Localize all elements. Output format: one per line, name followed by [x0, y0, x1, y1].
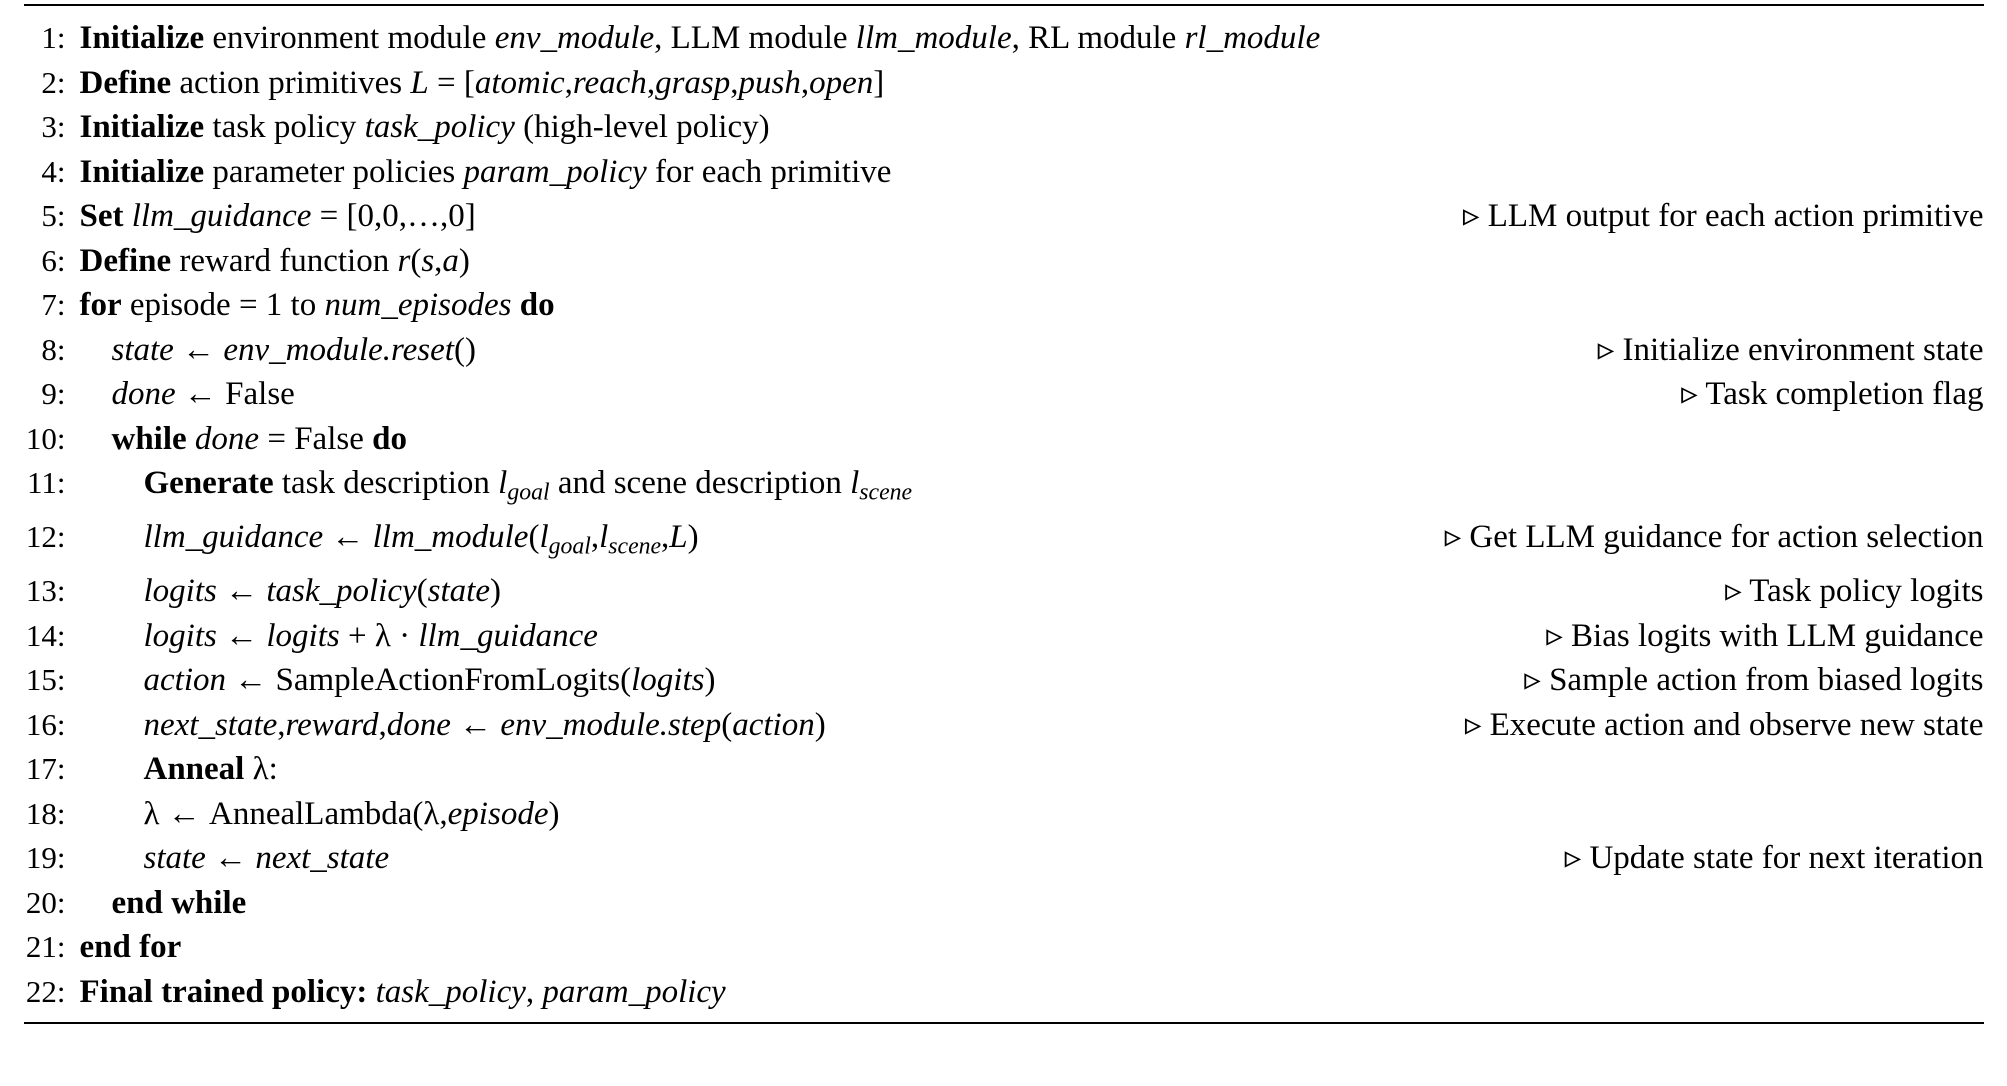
- line-body: [80, 372, 1984, 417]
- line-number: 17:: [25, 751, 66, 787]
- algorithm-line: [24, 283, 1984, 328]
- algorithm-lines: [24, 6, 1984, 1022]
- algorithm-line: [24, 194, 1984, 239]
- algorithm-line: [24, 792, 1984, 837]
- algorithm-line: [24, 747, 1984, 792]
- line-number: 2:: [41, 64, 66, 100]
- line-code: logits ← task_policy(state): [143, 573, 501, 610]
- algorithm-line: [24, 461, 1984, 515]
- line-number: 20:: [25, 884, 66, 920]
- algorithm-line: [24, 881, 1984, 926]
- line-code: state ← env_module.reset(): [111, 331, 476, 368]
- algorithm-block: [24, 4, 1984, 1024]
- line-number: 10:: [25, 420, 66, 456]
- algorithm-line: [24, 836, 1984, 881]
- line-number: 4:: [41, 153, 66, 189]
- line-body: [80, 925, 1984, 970]
- line-number: 19:: [25, 840, 66, 876]
- line-code: Initialize environment module env_module, LLM module llm_module, RL module rl_module: [79, 20, 1321, 56]
- algorithm-line: [24, 925, 1984, 970]
- algorithm-line: [24, 417, 1984, 462]
- line-number: 1:: [41, 20, 66, 55]
- line-code: end while: [111, 884, 247, 921]
- line-code: Initialize parameter policies param_policy for each primitive: [79, 153, 892, 190]
- algorithm-line: [24, 614, 1984, 659]
- line-comment: ▹ Task policy logits: [1725, 573, 1984, 610]
- line-body: [80, 614, 1984, 659]
- line-body: [80, 194, 1984, 239]
- line-code: Initialize task policy task_policy (high-level policy): [79, 109, 770, 145]
- line-body: [80, 515, 1984, 569]
- line-body: [80, 16, 1984, 61]
- line-number: 8:: [41, 331, 66, 367]
- line-comment: ▹ Execute action and observe new state: [1464, 706, 1984, 743]
- line-number: 7:: [41, 287, 66, 322]
- line-body: [80, 239, 1984, 284]
- line-number: 21:: [25, 929, 66, 965]
- line-code: while done = False do: [111, 420, 407, 457]
- line-code: Define action primitives L = [atomic,reach,grasp,push,open]: [79, 64, 885, 101]
- line-number: 18:: [25, 795, 66, 831]
- algorithm-line: [24, 569, 1984, 614]
- line-body: [80, 105, 1984, 150]
- line-code: state ← next_state: [143, 840, 390, 877]
- line-number: 22:: [25, 973, 66, 1009]
- line-body: [80, 328, 1984, 373]
- line-comment: ▹ LLM output for each action primitive: [1462, 198, 1984, 234]
- algorithm-line: [24, 61, 1984, 106]
- line-code: action ← SampleActionFromLogits(logits): [143, 662, 716, 699]
- line-number: 6:: [41, 242, 66, 278]
- line-code: done ← False: [111, 376, 295, 412]
- line-code: for episode = 1 to num_episodes do: [79, 287, 555, 323]
- line-number: 12:: [25, 519, 66, 555]
- line-body: [80, 792, 1984, 837]
- line-code: Set llm_guidance = [0,0,…,0]: [79, 198, 476, 234]
- algorithm-line: [24, 239, 1984, 284]
- line-number: 16:: [25, 706, 66, 742]
- line-code: Define reward function r(s,a): [79, 242, 470, 279]
- algorithm-line: [24, 372, 1984, 417]
- line-number: 11:: [27, 465, 66, 500]
- line-number: 5:: [41, 198, 66, 233]
- line-comment: ▹ Sample action from biased logits: [1524, 662, 1984, 699]
- line-number: 14:: [25, 617, 66, 653]
- line-code: Final trained policy: task_policy, param_policy: [79, 973, 726, 1010]
- line-comment: ▹ Initialize environment state: [1597, 331, 1984, 368]
- line-body: [80, 150, 1984, 195]
- algorithm-line: [24, 150, 1984, 195]
- algorithm-bottom-rule: [24, 1022, 1984, 1024]
- line-body: [80, 417, 1984, 462]
- line-code: logits ← logits + λ · llm_guidance: [143, 617, 598, 654]
- line-body: [80, 747, 1984, 792]
- line-number: 13:: [25, 573, 66, 609]
- algorithm-line: [24, 515, 1984, 569]
- line-body: [80, 970, 1984, 1015]
- line-code: llm_guidance ← $llm\_module(l_{goal},l_{scene},L)$: [143, 519, 699, 560]
- line-code: end for: [79, 929, 182, 966]
- line-body: [80, 569, 1984, 614]
- line-number: 3:: [41, 109, 66, 144]
- algorithm-line: [24, 328, 1984, 373]
- line-code: λ ← AnnealLambda(λ,episode): [143, 795, 560, 832]
- algorithm-line: [24, 970, 1984, 1015]
- algorithm-line: [24, 658, 1984, 703]
- line-comment: ▹ Bias logits with LLM guidance: [1546, 617, 1984, 654]
- line-code: Generate task description $l_{goal}$ and scene description $l_{scene}$: [143, 465, 913, 506]
- line-comment: ▹ Get LLM guidance for action selection: [1444, 519, 1984, 556]
- line-code: next_state,reward,done ← env_module.step(action): [143, 706, 826, 743]
- line-body: [80, 703, 1984, 748]
- line-number: 9:: [41, 376, 66, 411]
- algorithm-line: [24, 105, 1984, 150]
- line-body: [80, 836, 1984, 881]
- line-body: [80, 461, 1984, 515]
- algorithm-line: [24, 16, 1984, 61]
- line-body: [80, 283, 1984, 328]
- line-comment: ▹ Update state for next iteration: [1564, 840, 1984, 877]
- line-body: [80, 61, 1984, 106]
- algorithm-line: [24, 703, 1984, 748]
- line-comment: ▹ Task completion flag: [1681, 376, 1984, 412]
- line-body: [80, 881, 1984, 926]
- line-body: [80, 658, 1984, 703]
- line-code: Anneal λ:: [143, 751, 278, 788]
- line-number: 15:: [25, 662, 66, 698]
